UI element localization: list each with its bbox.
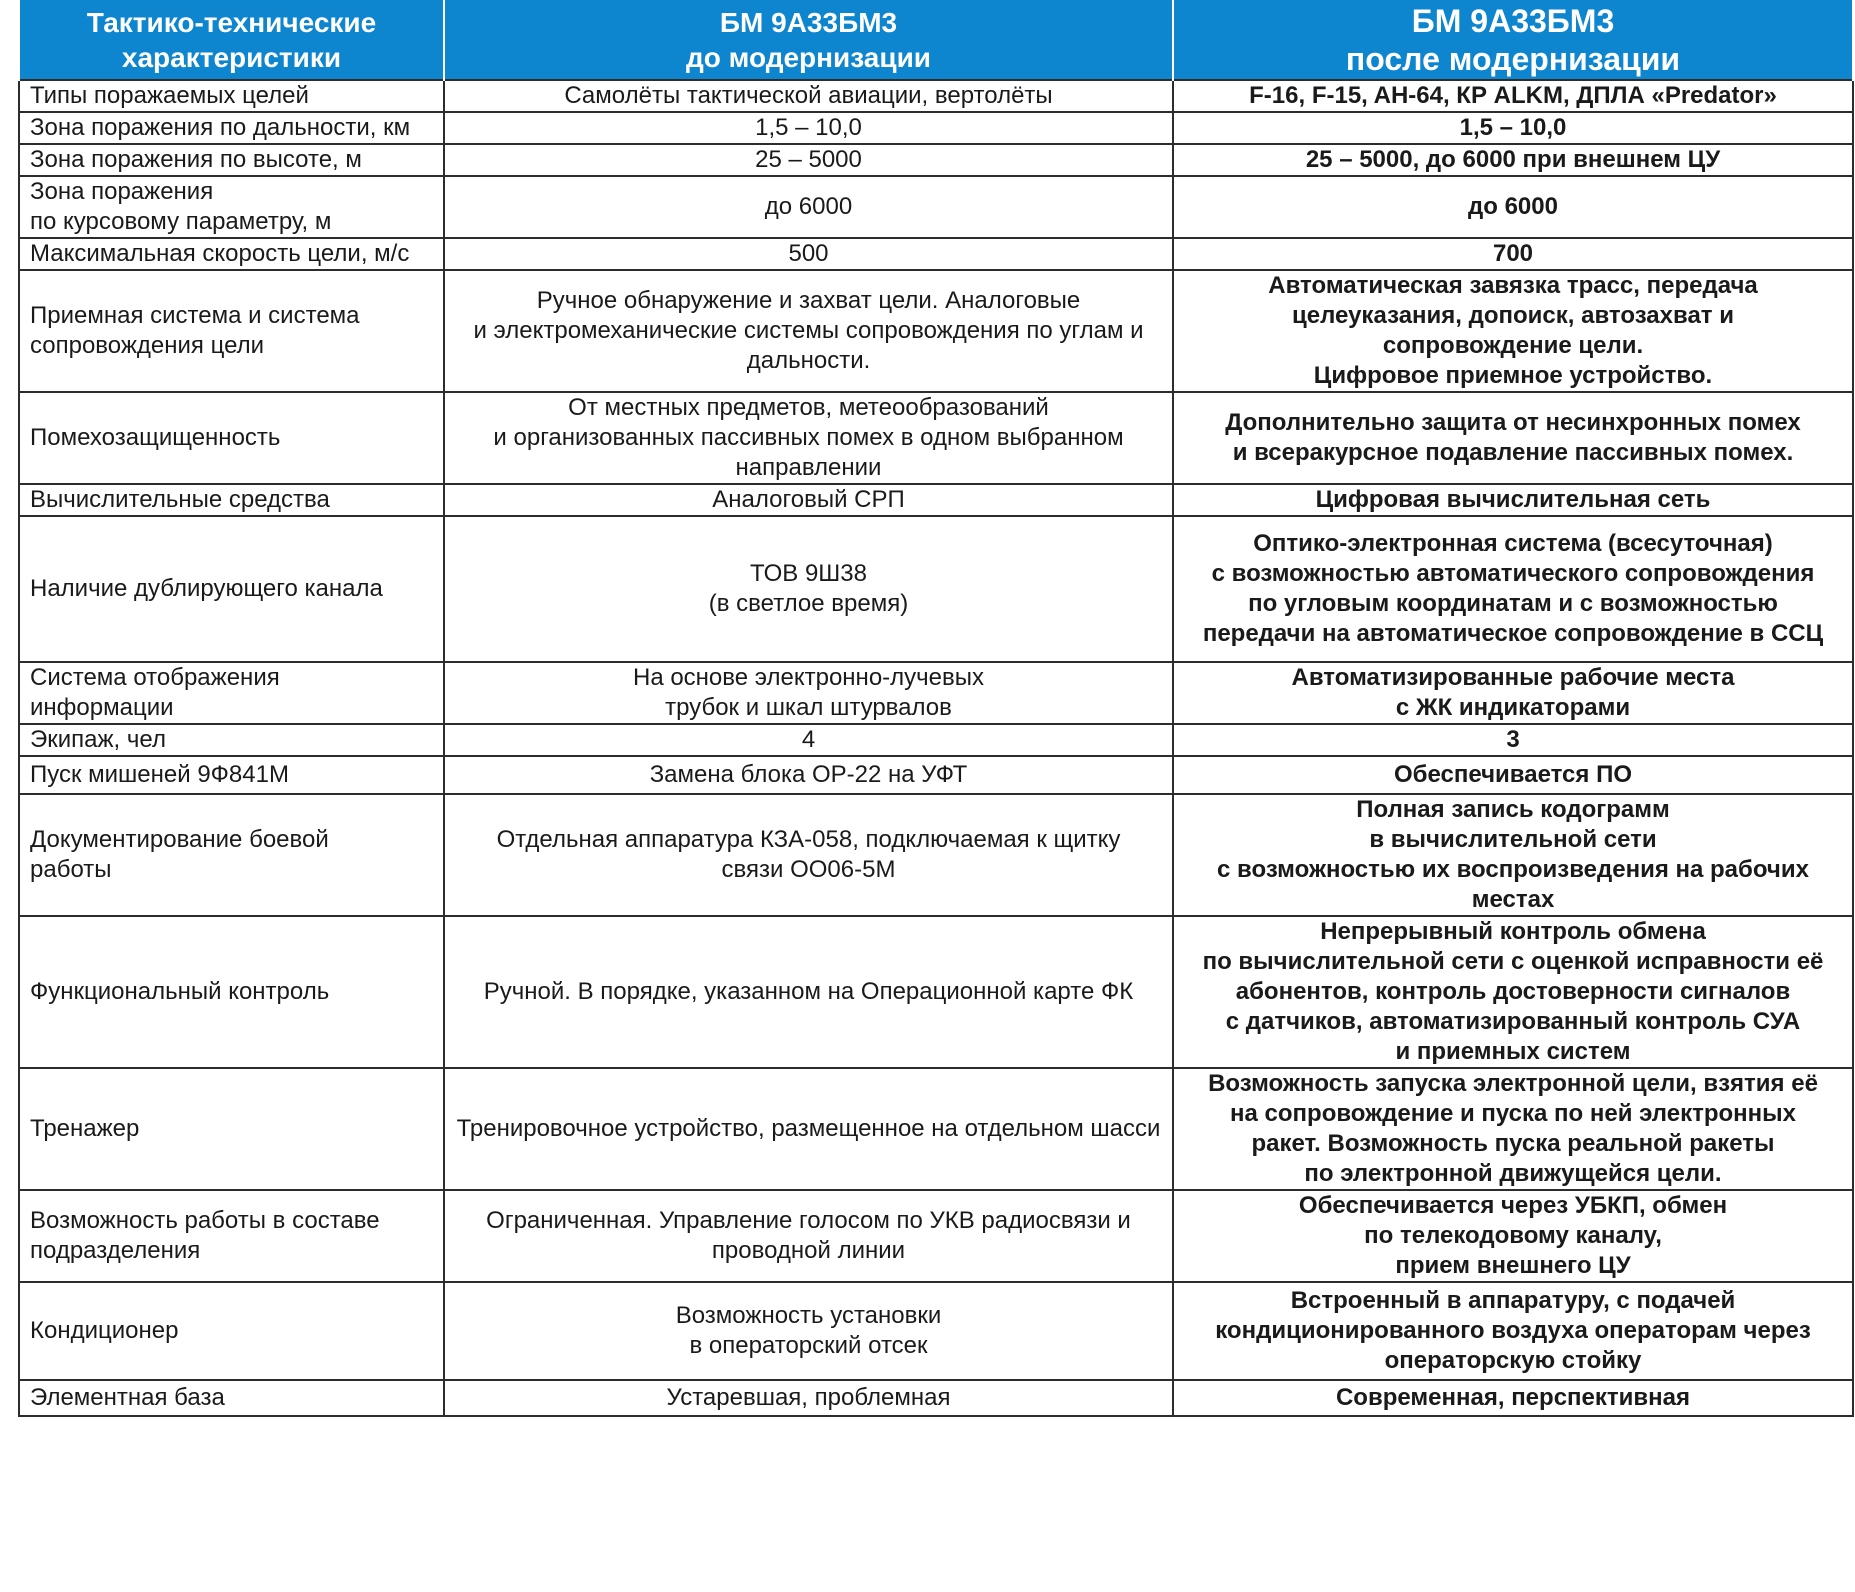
- cell-after: Обеспечивается ПО: [1173, 756, 1853, 794]
- cell-after: Возможность запуска электронной цели, взятия её на сопровождение и пуска по ней электронных ракет. Возможность пуска реальной ракеты по электронной движущейся цели.: [1173, 1068, 1853, 1190]
- cell-after: Дополнительно защита от несинхронных помех и всеракурсное подавление пассивных помех.: [1173, 392, 1853, 484]
- cell-after: Непрерывный контроль обмена по вычислительной сети с оценкой исправности её абонентов, контроль достоверности сигналов с датчиков, автоматизированный контроль СУА и приемных систем: [1173, 916, 1853, 1068]
- table-row: [19, 1282, 1853, 1380]
- cell-after: Полная запись кодограмм в вычислительной сети с возможностью их воспроизведения на рабочих местах: [1173, 794, 1853, 916]
- cell-before: Аналоговый СРП: [444, 484, 1173, 516]
- table-row: [19, 794, 1853, 916]
- cell-parameter: Функциональный контроль: [19, 916, 444, 1068]
- comparison-table: [18, 0, 1854, 1417]
- cell-parameter: Приемная система и система сопровождения цели: [19, 270, 444, 392]
- table-row: [19, 724, 1853, 756]
- table-row: [19, 916, 1853, 1068]
- table-row: [19, 176, 1853, 238]
- cell-after: 3: [1173, 724, 1853, 756]
- cell-before: 500: [444, 238, 1173, 270]
- cell-before: Самолёты тактической авиации, вертолёты: [444, 80, 1173, 112]
- cell-before: Возможность установки в операторский отсек: [444, 1282, 1173, 1380]
- cell-parameter: Вычислительные средства: [19, 484, 444, 516]
- table-row: [19, 392, 1853, 484]
- table-row: [19, 238, 1853, 270]
- table-row: [19, 1068, 1853, 1190]
- cell-before: От местных предметов, метеообразований и организованных пассивных помех в одном выбранном направлении: [444, 392, 1173, 484]
- cell-before: Отдельная аппаратура КЗА-058, подключаемая к щитку связи ОО06-5М: [444, 794, 1173, 916]
- cell-before: 1,5 – 10,0: [444, 112, 1173, 144]
- cell-before: Ограниченная. Управление голосом по УКВ радиосвязи и проводной линии: [444, 1190, 1173, 1282]
- cell-after: Оптико-электронная система (всесуточная) с возможностью автоматического сопровождения по угловым координатам и с возможностью передачи на автоматическое сопровождение в ССЦ: [1173, 516, 1853, 662]
- table-row: [19, 756, 1853, 794]
- cell-before: Тренировочное устройство, размещенное на отдельном шасси: [444, 1068, 1173, 1190]
- cell-after: Автоматизированные рабочие места с ЖК индикаторами: [1173, 662, 1853, 724]
- cell-parameter: Зона поражения по высоте, м: [19, 144, 444, 176]
- cell-after: Цифровая вычислительная сеть: [1173, 484, 1853, 516]
- cell-after: Современная, перспективная: [1173, 1380, 1853, 1416]
- cell-parameter: Помехозащищенность: [19, 392, 444, 484]
- cell-before: Ручное обнаружение и захват цели. Аналоговые и электромеханические системы сопровождения по углам и дальности.: [444, 270, 1173, 392]
- cell-before: Устаревшая, проблемная: [444, 1380, 1173, 1416]
- cell-parameter: Зона поражения по курсовому параметру, м: [19, 176, 444, 238]
- cell-after: Встроенный в аппаратуру, с подачей кондиционированного воздуха операторам через операторскую стойку: [1173, 1282, 1853, 1380]
- cell-before: Замена блока ОР-22 на УФТ: [444, 756, 1173, 794]
- cell-parameter: Типы поражаемых целей: [19, 80, 444, 112]
- cell-parameter: Документирование боевой работы: [19, 794, 444, 916]
- table-body: [19, 80, 1853, 1416]
- cell-after: 1,5 – 10,0: [1173, 112, 1853, 144]
- table-row: [19, 144, 1853, 176]
- table-row: [19, 80, 1853, 112]
- cell-before: На основе электронно-лучевых трубок и шкал штурвалов: [444, 662, 1173, 724]
- table-row: [19, 1380, 1853, 1416]
- cell-parameter: Элементная база: [19, 1380, 444, 1416]
- cell-after: Автоматическая завязка трасс, передача целеуказания, допоиск, автозахват и сопровождение цели. Цифровое приемное устройство.: [1173, 270, 1853, 392]
- cell-parameter: Кондиционер: [19, 1282, 444, 1380]
- header-before-modernization: БМ 9А33БМ3 до модернизации: [444, 0, 1173, 80]
- table-row: [19, 1190, 1853, 1282]
- table-row: [19, 516, 1853, 662]
- table-row: [19, 484, 1853, 516]
- cell-after: Обеспечивается через УБКП, обмен по телекодовому каналу, прием внешнего ЦУ: [1173, 1190, 1853, 1282]
- cell-parameter: Пуск мишеней 9Ф841М: [19, 756, 444, 794]
- header-row: [19, 0, 1853, 80]
- comparison-table-container: [18, 0, 1852, 1417]
- cell-before: 25 – 5000: [444, 144, 1173, 176]
- cell-parameter: Максимальная скорость цели, м/с: [19, 238, 444, 270]
- cell-after: 25 – 5000, до 6000 при внешнем ЦУ: [1173, 144, 1853, 176]
- cell-parameter: Тренажер: [19, 1068, 444, 1190]
- cell-before: до 6000: [444, 176, 1173, 238]
- cell-after: до 6000: [1173, 176, 1853, 238]
- cell-after: F-16, F-15, AH-64, КР ALKM, ДПЛА «Predator»: [1173, 80, 1853, 112]
- cell-before: 4: [444, 724, 1173, 756]
- cell-parameter: Экипаж, чел: [19, 724, 444, 756]
- cell-after: 700: [1173, 238, 1853, 270]
- header-after-modernization: БМ 9А33БМ3 после модернизации: [1173, 0, 1853, 80]
- cell-before: ТОВ 9Ш38 (в светлое время): [444, 516, 1173, 662]
- cell-before: Ручной. В порядке, указанном на Операционной карте ФК: [444, 916, 1173, 1068]
- header-characteristics: Тактико-технические характеристики: [19, 0, 444, 80]
- cell-parameter: Наличие дублирующего канала: [19, 516, 444, 662]
- cell-parameter: Возможность работы в составе подразделения: [19, 1190, 444, 1282]
- table-row: [19, 112, 1853, 144]
- table-row: [19, 270, 1853, 392]
- cell-parameter: Зона поражения по дальности, км: [19, 112, 444, 144]
- table-row: [19, 662, 1853, 724]
- cell-parameter: Система отображения информации: [19, 662, 444, 724]
